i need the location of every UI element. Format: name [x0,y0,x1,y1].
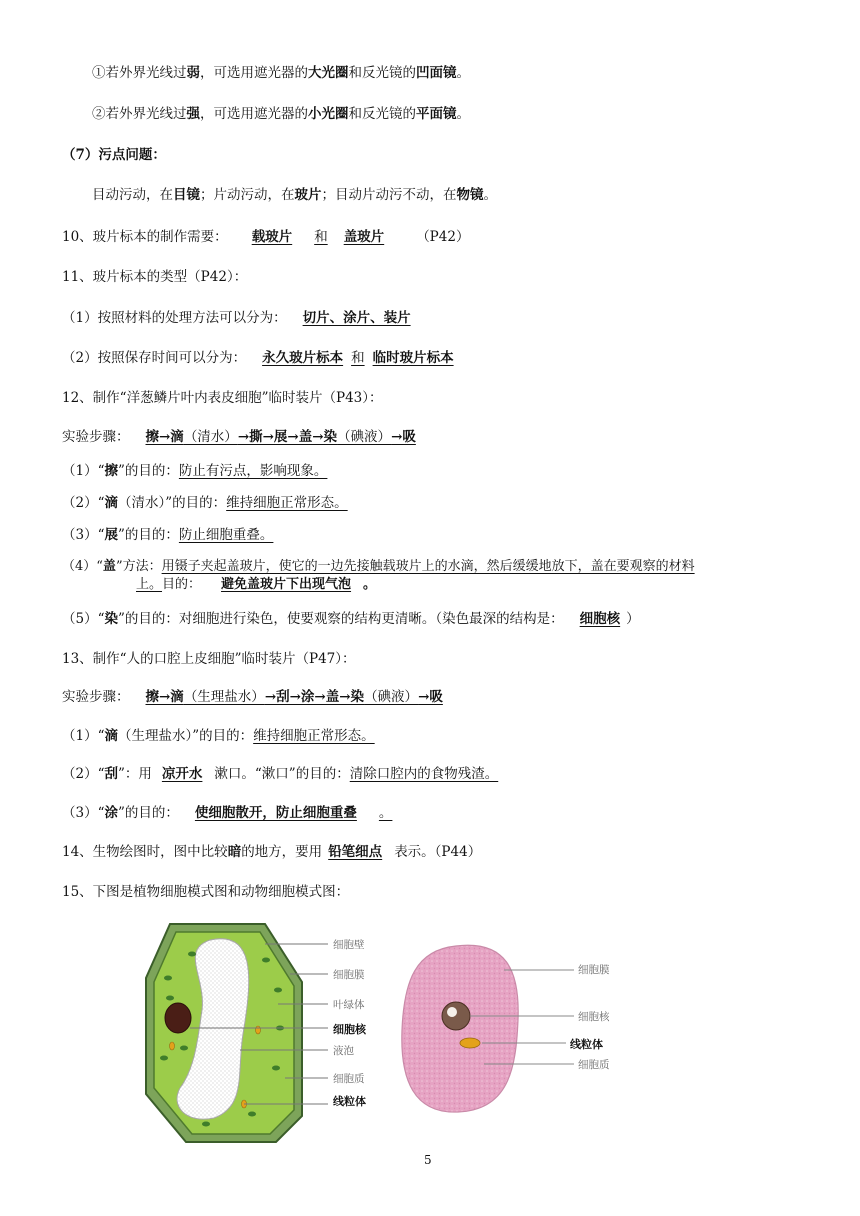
q12-item-4a: （4）“盖”方法：用镊子夹起盖玻片，使它的一边先接触载玻片上的水滴，然后缓缓地放下，盖在要观察的材料 [62,559,695,574]
animal-label-nucleus: 细胞核 [578,1011,610,1023]
q12-item-1: （1）“擦”的目的：防止有污点，影响现象。 [62,463,328,479]
q13-item-3: （3）“涂”的目的： 使细胞散开，防止细胞重叠 。 [62,805,393,821]
plant-label-cell-wall: 细胞壁 [333,939,365,951]
q11-p2: （2）按照保存时间可以分为： 永久玻片标本 和 临时玻片标本 [62,350,454,366]
q12-item-2: （2）“滴（清水）”的目的：维持细胞正常形态。 [62,495,348,511]
dirt-heading: （7）污点问题： [62,147,166,163]
q15-line: 15、下图是植物细胞模式图和动物细胞模式图： [62,884,350,900]
q11-line: 11、玻片标本的类型（P42）： [62,269,248,285]
q13-steps: 实验步骤： 擦→滴（生理盐水）→刮→涂→盖→染（碘液）→吸 [62,689,443,705]
q12-steps: 实验步骤： 擦→滴（清水）→撕→展→盖→染（碘液）→吸 [62,429,416,445]
q12-item-3: （3）“展”的目的：防止细胞重叠。 [62,527,274,543]
animal-cell-diagram [396,940,576,1118]
animal-label-cell-membrane: 细胞膜 [578,964,610,976]
plant-cell-diagram [140,918,340,1146]
plant-label-mitochondria: 线粒体 [333,1095,366,1108]
q13-item-1: （1）“滴（生理盐水）”的目的：维持细胞正常形态。 [62,728,375,744]
q12-item-4b: 上。目的： 避免盖玻片下出现气泡 。 [136,577,377,592]
q11-p1: （1）按照材料的处理方法可以分为： 切片、涂片、装片 [62,310,411,326]
q13-item-2: （2）“刮”：用 凉开水 漱口。“漱口”的目的：清除口腔内的食物残渣。 [62,766,499,782]
q12-line: 12、制作“洋葱鳞片叶内表皮细胞”临时装片（P43）： [62,390,383,406]
plant-label-vacuole: 液泡 [333,1045,354,1057]
dirt-body: 目动污动，在目镜；片动污动，在玻片；目动片动污不动，在物镜。 [92,187,497,203]
plant-label-chloroplast: 叶绿体 [333,999,365,1011]
plant-label-cytoplasm: 细胞质 [333,1073,365,1085]
plant-label-cell-membrane: 细胞膜 [333,969,365,981]
plant-label-nucleus: 细胞核 [333,1023,366,1036]
animal-label-cytoplasm: 细胞质 [578,1059,610,1071]
light-weak-line: ①若外界光线过弱，可选用遮光器的大光圈和反光镜的凹面镜。 [92,65,470,81]
q12-item-5: （5）“染”的目的：对细胞进行染色，使要观察的结构更清晰。（染色最深的结构是： 细胞核 ） [62,611,640,627]
q14-line: 14、生物绘图时，图中比较暗的地方，要用 铅笔细点 表示。（P44） [62,844,482,860]
q10-line: 10、玻片标本的制作需要： 载玻片 和 盖玻片 （P42） [62,229,470,245]
animal-label-mitochondria: 线粒体 [570,1038,603,1051]
plant-nucleus [165,1003,191,1033]
q13-line: 13、制作“人的口腔上皮细胞”临时装片（P47）： [62,651,356,667]
animal-mitochondria [460,1038,480,1048]
page-number: 5 [424,1153,432,1167]
light-strong-line: ②若外界光线过强，可选用遮光器的小光圈和反光镜的平面镜。 [92,106,470,122]
animal-nucleus [442,1002,470,1030]
